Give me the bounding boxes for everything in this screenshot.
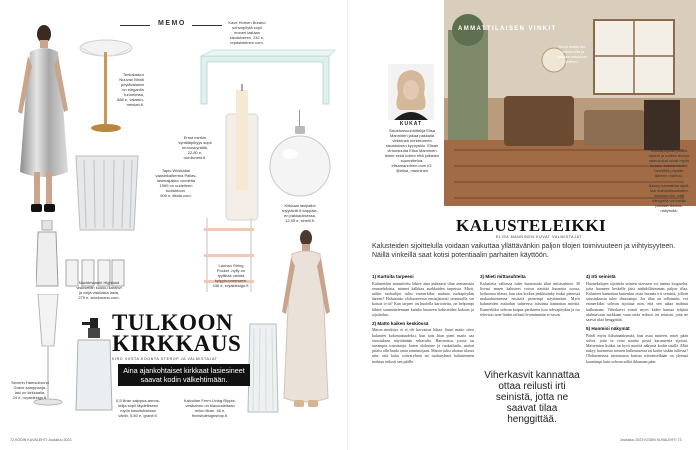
article-column-2 <box>480 274 580 321</box>
left-byline: KIRO VIISTA KOONTA STEROP JA VALMISTAJAT <box>112 357 218 361</box>
glass-shelf-caption: Kave Homen Burano sohvapöytä sopii moneri lasiaan sisutukseen. 242 e, repasisteinen.com. <box>228 20 266 45</box>
photo-caption-right: Ruokapöydän pituus sijainti ja tuolien leveys saleutuisat olivat myös konna, kuinka monta henkilöä pöydän ääreen mahtuu. Ikkuny kannattaa sijoit- taa mahdollisuuksien mukaan niin, että sängystä voi ihailla parasta ikkuna- näkymää. <box>648 148 690 213</box>
right-page <box>348 0 696 450</box>
designer-portrait-photo <box>388 64 434 120</box>
article-column-1 <box>372 274 474 368</box>
col3-heading-2: 5) Huomioi näkymät <box>586 326 630 332</box>
col3-text-2: Pohdi myös liikunnankymää, kun asuu mitteen, mitet pään sohva, jotta se voisi nauttia pöytä karurneista sijoista. Maisemien lisäksi on hyvä miettiä näkymä kodin sisällä. Mitä näkyy huoneesta toiseen kulkeutuessa tai kotiin sisään tullessa? Olohuoneessa asetamassa kutsuu sohvanselkään on yleensä kauniimpi kuin sohvan selkä ikkunaan päin. <box>586 332 688 364</box>
col1-text-1: Kalusteiden suunnittelu lähtee aina puhtaasti tilan asettamista reunaehdoista, minnet kalkkaa asukkaiden tarpeista. Mieti, mihin ruokailijat tulisi esimerkiksi mahtua ruokapöydän ääreen? Haluisinko olohuoneessa ensisijaisesti seurustella vai katsoa tv:tä? Kun tarpeet on huolella kartoitettu, on helpompi lähteä suunnittelemaan kuinka huoneen kalusteiden kokoaa ja sijoittelua. <box>372 280 474 317</box>
headline-line-2: KIRKKAUS <box>112 331 242 356</box>
candle-caption: Ernst merkin kynttiläpihyys sopii kruunukynttilä, 22,80 e, nordicnest.fi. <box>178 135 212 160</box>
col3-heading-1: 4) Irti seinistä <box>586 274 616 279</box>
kukat-label: KUKAT <box>399 121 423 127</box>
bottle-caption: 0,5 litran saippua-annos- telija sopii täydellisesti myös kasvituksessa väriin. 5,80 e, granit.fi. <box>115 398 161 418</box>
pull-quote: Viherkasvit kannattaa ottaa reilusti irti seinistä, jotta ne saavat tilaa henggittää. <box>484 370 580 425</box>
article-ingress: Kalusteiden sijoittelulla voidaan vaikuttaa yllättävänkin paljon tilojen toimivuuteen ja viihtyisyyteen. Näillä vinkeillä saat kotisi potentiaalin parhaiten käyttöön. <box>372 243 676 259</box>
flute-caption: Severin Hamsobrund Grace samppanja- lasi on kirkkaalla, 24 e, royaldesign.fi. <box>11 380 49 400</box>
section-label: AMMATTILAISEN VINKIT <box>458 26 557 32</box>
photo-caption-rug: Suuri matto luo kodikkuutta ja kokoaa kalusteet yhteen. <box>556 44 588 64</box>
left-folio: 72 KODIN KUVALEHTI Joulukuu 2023 <box>10 438 72 442</box>
model-sheer-dress-photo <box>278 228 334 414</box>
col3-text-1: Huonekalujen sijoittelu seinien vierusen voi tuntua loogiselta, jotta huoneen keskelle jäisi mahdollisimman paljon tilaa. Kalusteet kannattaa kuitenkin ottaa huonaa irti seinistä, jolloin sisustuksesta tulee ilmavampi. Jos tilaa on rolloinnin, voi esimerkiksi sohvan sijoittaa niin, että sen takaa mahtuu kulkemaan. Viherkasvi toimii myös kiden kanssa tyhjinä ahdistavaan nurkkaan vaan ottaa reilusti irti seinistä, jotta ne saavat tilaa henggittää. <box>586 280 688 322</box>
col2-heading-1: 3) Mieti mittasuhteita <box>480 274 526 279</box>
article-byline: ELISA MANNINEN KUVAT VALMISTAJAT <box>496 235 583 239</box>
col1-text-2: Maton merkitys ei ei ole korvattua liikaa. Suuri matto sitoo kalusteet kokonaisuudeksi, kun taas liian pieni matto saa sisustuksen näyttämään sekavalta. Haromissa, joissa on useampia toimintoja, kuten olohuone ja ruokailutila, maton pitäisi olla laadu omia toimintojaan. Maton tulisi ulottua tilassa niin, että koko sohvaryhmä tai ruokaryhmä kalusteineen mahtuu reilusti sen päälle. <box>372 327 474 364</box>
glass-shelf-photo <box>195 48 335 108</box>
col1-heading-1: 1) Kartoita tarpeesi <box>372 274 414 279</box>
carafe-caption: Nachtmannin Highland viskisettiin kuuluu karahvi ja neljä viskilasia lasia, 279 e, stockmann.com. <box>76 280 122 300</box>
article-title: KALUSTELEIKKI <box>456 216 607 235</box>
glass-ball-caption: Kirkkaat lasipallot myytävät 8 kappale- en pakkauksessa, 12,95 e, sinelli.fi. <box>282 203 318 223</box>
string-shelf-caption: Lauhan String Pocket -hylly on tyyllikäs valinta kylpyhuoneeseen. 436 e, royaldesign.fi. <box>212 263 250 288</box>
glass-ball-ornament-photo <box>268 110 332 200</box>
right-folio: Joulukuu 2023 KODIN KUVALEHTI 73 <box>620 438 682 442</box>
article-column-3 <box>586 274 688 368</box>
model-silver-dress-photo <box>14 22 72 220</box>
vase-caption: Tapio Wirkkalan vaasinkaiherma Pallas- lasimaljakko vuodelta 1969 on uudelleen tuotantoon. 600 e, iittala.com. <box>155 168 197 198</box>
col1-heading-2: 2) Matto kaiken keskiössä <box>372 320 429 326</box>
headline-line-1: TULKOON <box>112 310 234 335</box>
jug-caption: Kalvoilan Ferm Living Ripple- vesikannu on tilavuudeltaan reilun litran. 46 e, finnishdesignshop.fi. <box>183 398 237 418</box>
kukat-text: Sisustussuunnittelija Elisa Manninen jakaa pakkalla vinkkinsä onnistuneen sisustuksen kyynysklo. Elisan virtuosuutta Elisa Manninen tekee sekä kotien että julkisten suunnittelua. elisamanninen.com IG: @elisa_manninen <box>384 128 440 173</box>
col2-text-1: Kalusteita valitessa tulee huomioida tilan mittasuhteet. 30 lisvasi ennen kalusteet voivat näyttää huoneita isossa, korkeassa tilassa, kun taas korkea jenkkisänky isoksi pienessä makuuhuoneessa ensiseiä pienempi näyttämään. Myös kalusteiden mittoihin suhteessa toisiinsa kannattaa miettiä. Esimerkiksi sohvan kaipaa parikseen isoa sohvapöydän ja iso televisio ison-liaden reilusti levenämmän tv-tason. <box>480 280 580 317</box>
memo-label: MEMO <box>158 20 186 27</box>
candle-in-glass-photo <box>222 84 262 224</box>
memo-rule-left <box>120 25 150 26</box>
lead-text: Aina ajankohtaiset kirkkaat lasiesineet saavat kodin välkehtimään. <box>118 364 250 386</box>
ripple-glass-jug-photo <box>246 322 280 414</box>
lamp-caption: Tenkalaisen Nuuvan Bhisti pöytävalaisin on elegantin tunnelmaa, 688 e, valaisin- mestari.fi. <box>117 72 144 107</box>
